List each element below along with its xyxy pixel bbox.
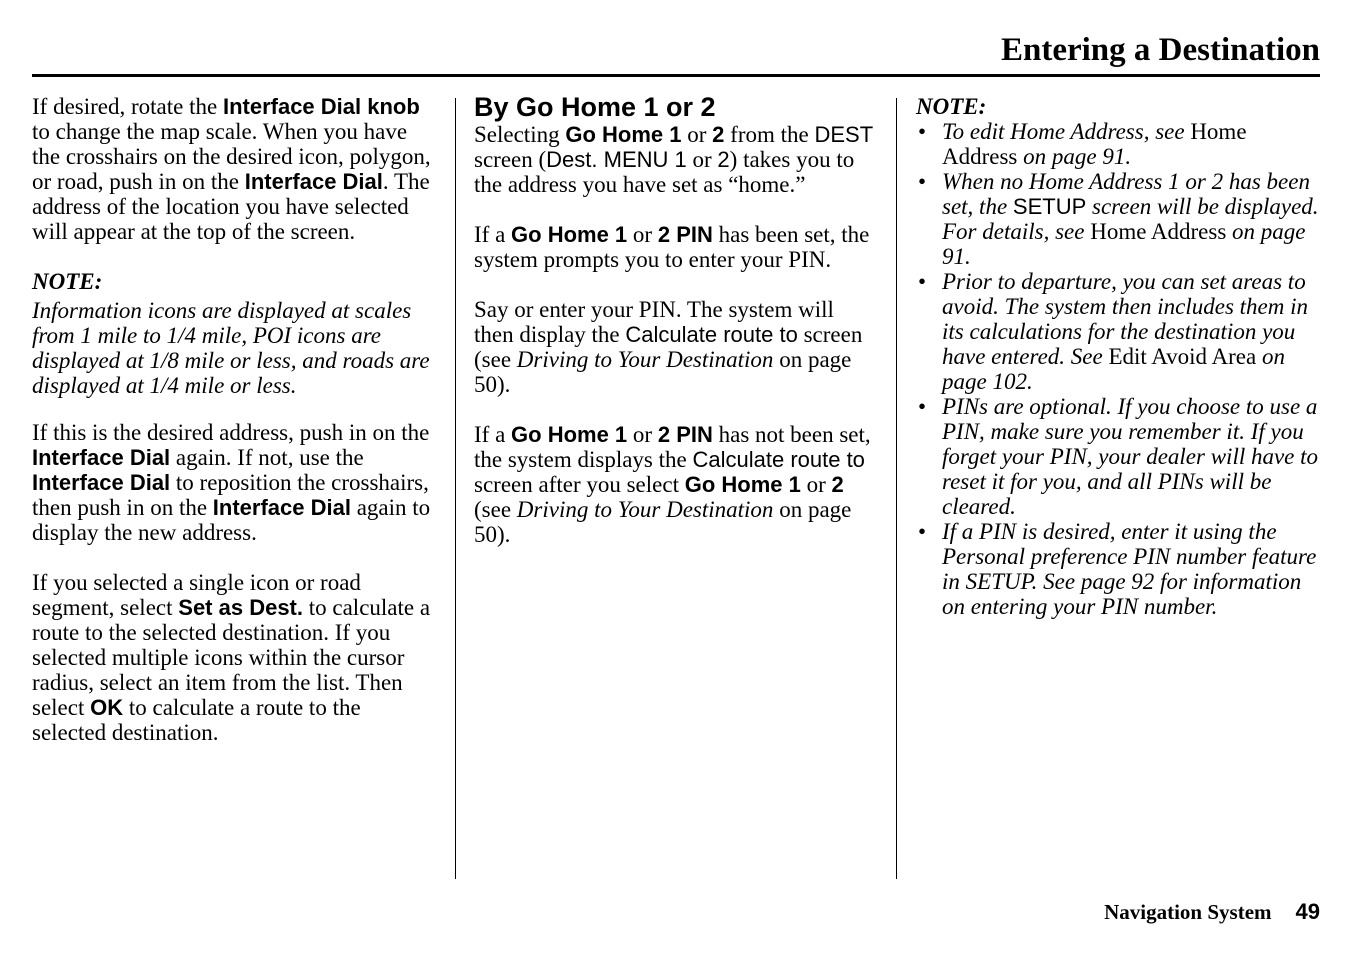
go-home-1-label: Go Home 1 — [511, 222, 628, 247]
paragraph-enter-pin: Say or enter your PIN. The system will then display the Calculate route to screen (see Driving to Your Destination on page 50). — [474, 297, 863, 397]
list-item: • To edit Home Address, see Home Address on page 91. — [916, 119, 1320, 169]
footer-label: Navigation System — [1104, 900, 1272, 924]
cross-reference: Driving to Your Destination — [516, 347, 774, 372]
interface-dial-label: Interface Dial — [32, 445, 171, 470]
dest-screen-label: DEST — [814, 122, 874, 147]
page-footer — [1104, 898, 1320, 926]
list-item: • PINs are optional. If you choose to use a PIN, make sure you remember it. If you forget your PIN, your dealer will have to reset it for you, and all PINs will be cleared. — [916, 394, 1320, 519]
header-rule — [32, 74, 1320, 77]
pin-2-label: 2 PIN — [657, 422, 713, 447]
paragraph-go-home: Selecting Go Home 1 or 2 from the DEST screen (Dest. MENU 1 or 2) takes you to the address you have set as “home.” — [474, 122, 874, 197]
setup-screen-label: SETUP — [1012, 194, 1087, 219]
go-home-1-label: Go Home 1 — [511, 422, 628, 447]
paragraph-confirm-address: If this is the desired address, push in on the Interface Dial again. If not, use the Interface Dial to reposition the crosshairs, then push in on the Interface Dial again to display the new address. — [32, 420, 431, 545]
dest-menu-2-label: 2 — [717, 147, 730, 172]
dest-menu-1-label: Dest. MENU 1 — [546, 147, 687, 172]
paragraph-pin-set: If a Go Home 1 or 2 PIN has been set, the system prompts you to enter your PIN. — [474, 222, 870, 272]
column-divider — [896, 98, 897, 879]
calculate-route-label: Calculate route to — [692, 447, 865, 472]
page-title: Entering a Destination — [1000, 32, 1320, 68]
interface-dial-knob-label: Interface Dial knob — [222, 94, 420, 119]
note-label: NOTE: — [32, 269, 103, 294]
interface-dial-label: Interface Dial — [32, 470, 171, 495]
calculate-route-label: Calculate route to — [625, 322, 798, 347]
note-text: Information icons are displayed at scales from 1 mile to 1/4 mile, POI icons are displayed at 1/8 mile or less, and roads are displayed at 1/4 mile or less. — [32, 298, 430, 398]
column-left — [32, 94, 436, 745]
page-number: 49 — [1295, 899, 1320, 924]
interface-dial-label: Interface Dial — [212, 495, 351, 520]
list-item: • If a PIN is desired, enter it using the Personal preference PIN number feature in SETUP. See page 92 for information on entering your PIN number. — [916, 519, 1320, 619]
column-middle — [474, 94, 878, 547]
go-home-1-label: Go Home 1 — [565, 122, 682, 147]
cross-reference: Driving to Your Destination — [516, 497, 774, 522]
set-as-dest-label: Set as Dest. — [178, 595, 303, 620]
paragraph-select-icon: If you selected a single icon or road segment, select Set as Dest. to calculate a route to the selected destination. If you selected multiple icons within the cursor radius, select an item from the list. Then select OK to calculate a route to the selected destination. — [32, 570, 431, 745]
section-heading: By Go Home 1 or 2 — [474, 92, 716, 122]
go-home-2-label: 2 — [712, 122, 725, 147]
cross-reference: Home Address — [1090, 219, 1227, 244]
cross-reference: Edit Avoid Area — [1108, 344, 1257, 369]
list-item: • Prior to departure, you can set areas to avoid. The system then includes them in its calculations for the destination you have entered. See Edit Avoid Area on page 102. — [916, 269, 1320, 394]
list-item: • When no Home Address 1 or 2 has been set, the SETUP screen will be displayed. For details, see Home Address on page 91. — [916, 169, 1320, 269]
go-home-2-label: 2 — [831, 472, 844, 497]
note-label: NOTE: — [916, 94, 987, 119]
cross-reference: Home Address — [942, 119, 1247, 169]
paragraph-pin-not-set: If a Go Home 1 or 2 PIN has not been set, the system displays the Calculate route to screen after you select Go Home 1 or 2 (see Driving to Your Destination on page 50). — [474, 422, 871, 547]
paragraph-map-scale: If desired, rotate the Interface Dial knob to change the map scale. When you have the crosshairs on the desired icon, polygon, or road, push in on the Interface Dial. The address of the location you have selected will appear at the top of the screen. — [32, 94, 431, 244]
go-home-1-label: Go Home 1 — [684, 472, 801, 497]
column-divider — [455, 98, 456, 879]
pin-2-label: 2 PIN — [657, 222, 713, 247]
interface-dial-label: Interface Dial — [244, 169, 383, 194]
note-list — [916, 119, 1320, 619]
column-right — [916, 94, 1320, 619]
ok-label: OK — [90, 695, 124, 720]
